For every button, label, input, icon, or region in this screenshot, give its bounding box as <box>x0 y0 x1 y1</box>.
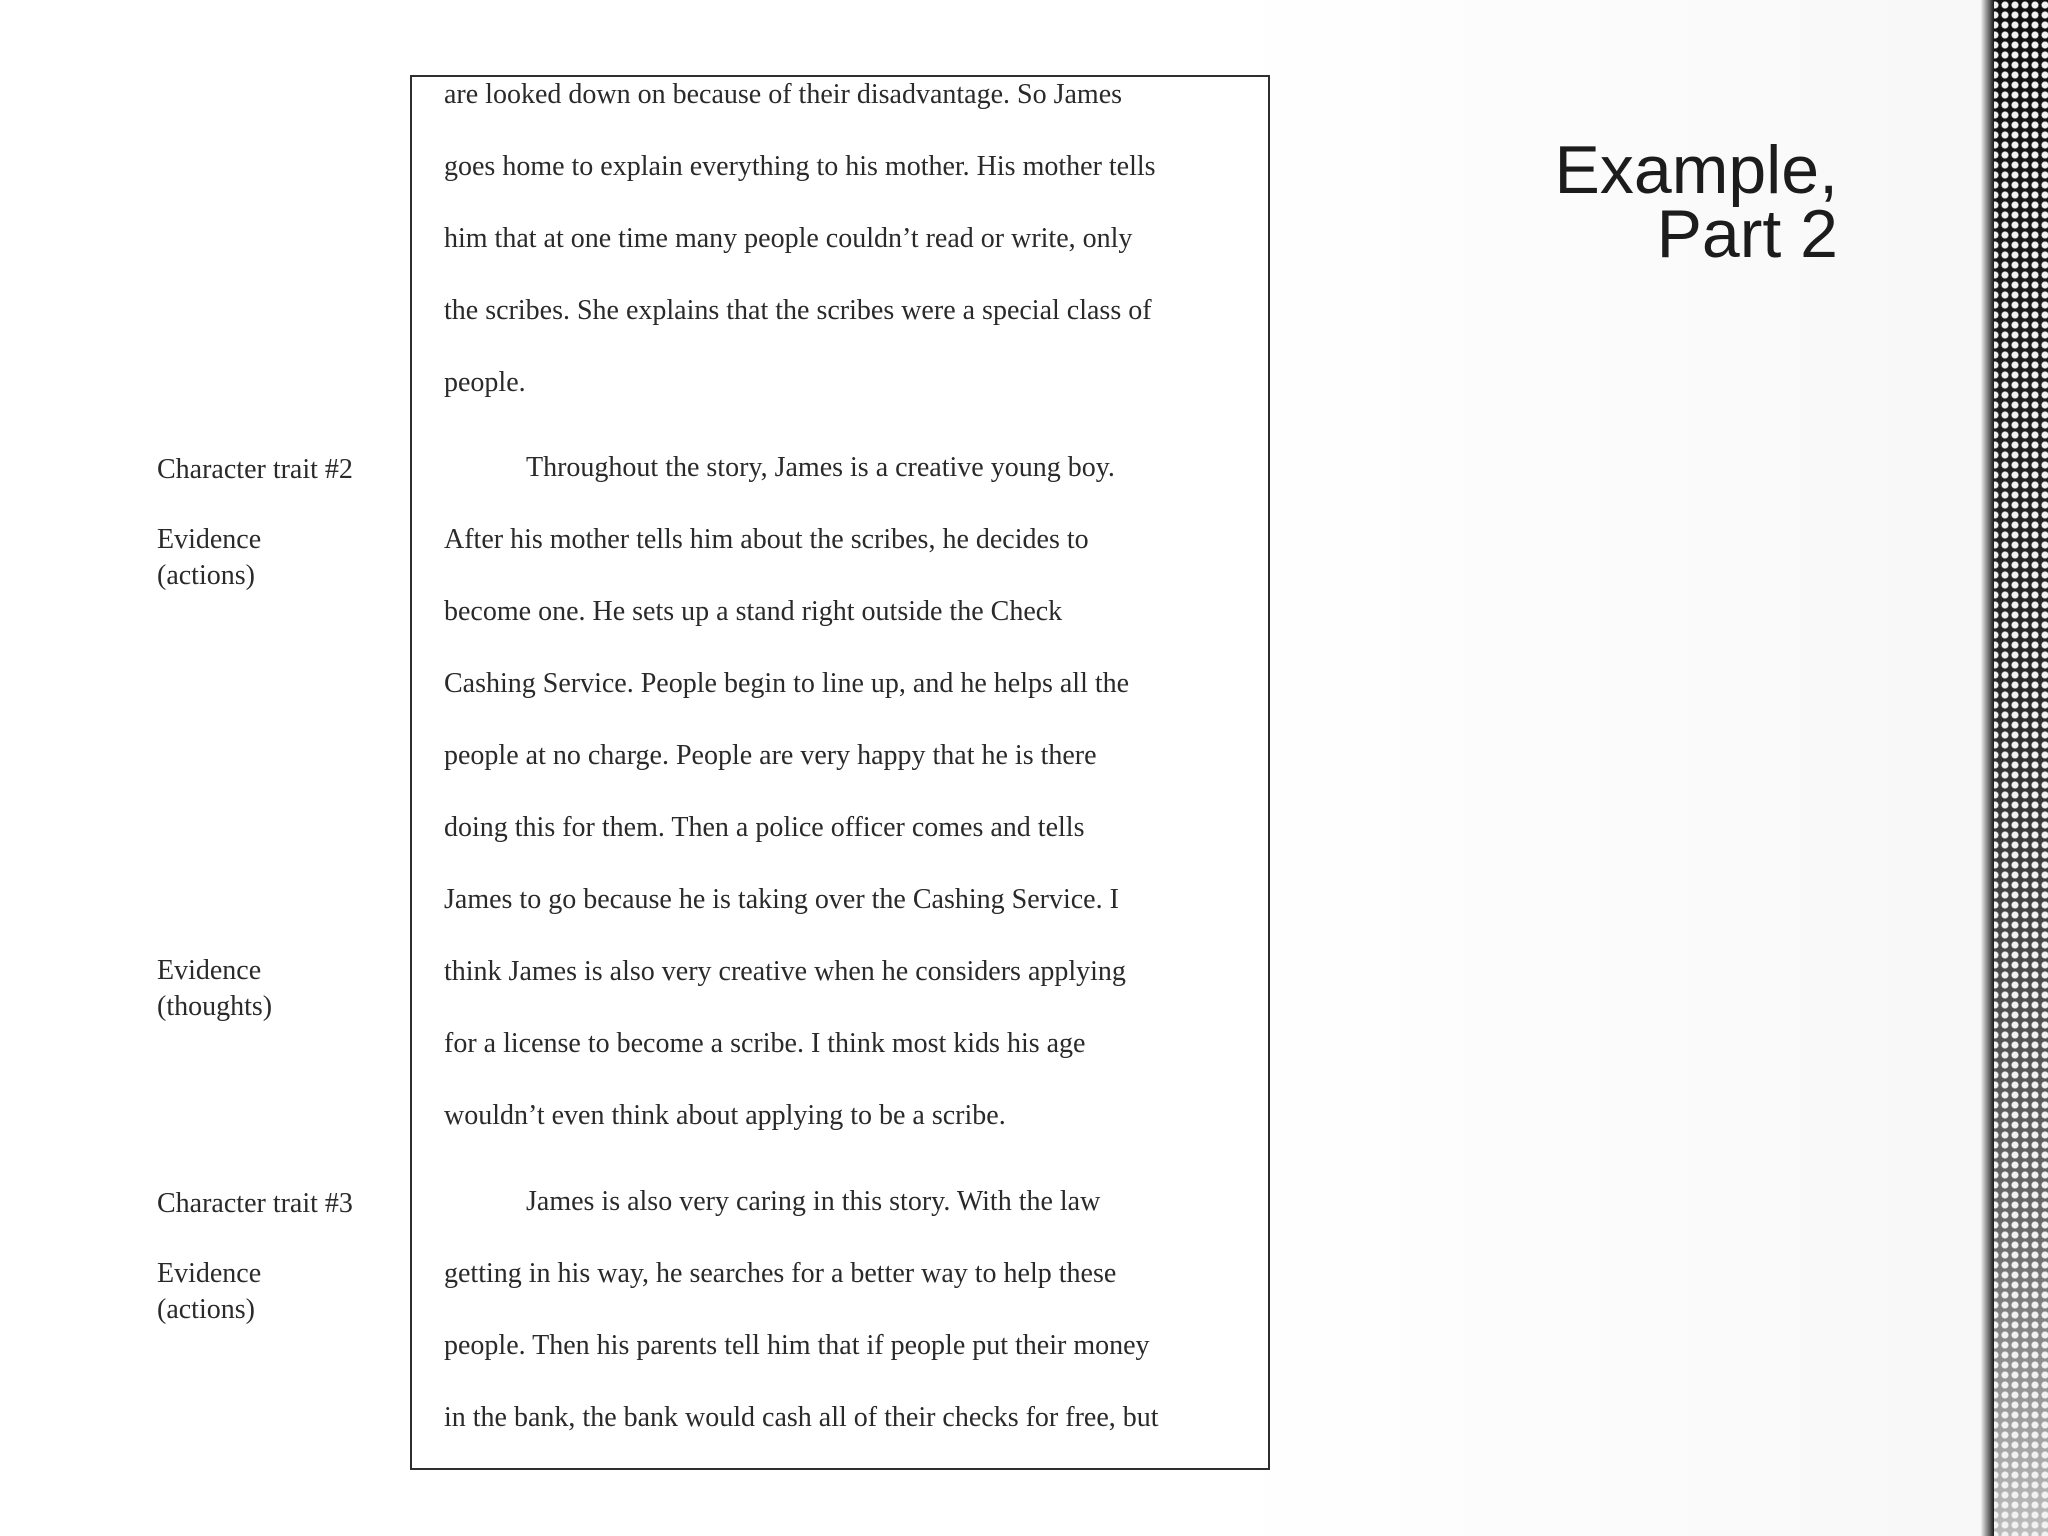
document-line: think James is also very creative when he considers applying <box>444 956 1126 987</box>
margin-note-text: Character trait #2 <box>157 454 353 485</box>
document-line: James to go because he is taking over the Cashing Service. I <box>444 884 1119 915</box>
paragraph-first-line: Throughout the story, James is a creative young boy. <box>526 452 1115 483</box>
document-line: people. <box>444 367 526 398</box>
document-line: After his mother tells him about the scribes, he decides to <box>444 524 1089 555</box>
margin-note-character-trait-2 <box>157 452 353 488</box>
document-line: in the bank, the bank would cash all of their checks for free, but <box>444 1402 1159 1433</box>
document-line: are looked down on because of their disadvantage. So James <box>444 79 1123 110</box>
margin-note-text: (actions) <box>157 560 255 591</box>
margin-note-text: Evidence <box>157 1258 262 1289</box>
slide-title <box>1418 132 1838 272</box>
document-line: him that at one time many people couldn’t read or write, only <box>444 223 1133 254</box>
margin-note-evidence-actions <box>157 1256 261 1328</box>
decorative-side-strip <box>1980 0 2048 1536</box>
slide-title-line-2: Part 2 <box>1656 196 1838 272</box>
margin-note-text: Evidence <box>157 524 262 555</box>
margin-note-character-trait-3 <box>157 1186 353 1222</box>
margin-note-text: (actions) <box>157 1294 255 1325</box>
document-line: doing this for them. Then a police officer comes and tells <box>444 812 1085 843</box>
paragraph-first-line: James is also very caring in this story. With the law <box>526 1186 1101 1217</box>
document-line: goes home to explain everything to his mother. His mother tells <box>444 151 1156 182</box>
margin-note-text: (thoughts) <box>157 991 273 1022</box>
document-line: people at no charge. People are very happy that he is there <box>444 740 1097 771</box>
document-line: become one. He sets up a stand right outside the Check <box>444 596 1063 627</box>
margin-note-evidence-thoughts <box>157 953 272 1025</box>
document-line: for a license to become a scribe. I think most kids his age <box>444 1028 1086 1059</box>
document-line: wouldn’t even think about applying to be a scribe. <box>444 1100 1006 1131</box>
document-line: Cashing Service. People begin to line up, and he helps all the <box>444 668 1130 699</box>
slide-title-line-1: Example, <box>1554 132 1838 208</box>
margin-note-text: Evidence <box>157 955 262 986</box>
document-line: the scribes. She explains that the scribes were a special class of <box>444 295 1152 326</box>
document-line: getting in his way, he searches for a better way to help these <box>444 1258 1117 1289</box>
margin-note-text: Character trait #3 <box>157 1188 353 1219</box>
margin-note-evidence-actions <box>157 522 261 594</box>
document-line: people. Then his parents tell him that if people put their money <box>444 1330 1150 1361</box>
